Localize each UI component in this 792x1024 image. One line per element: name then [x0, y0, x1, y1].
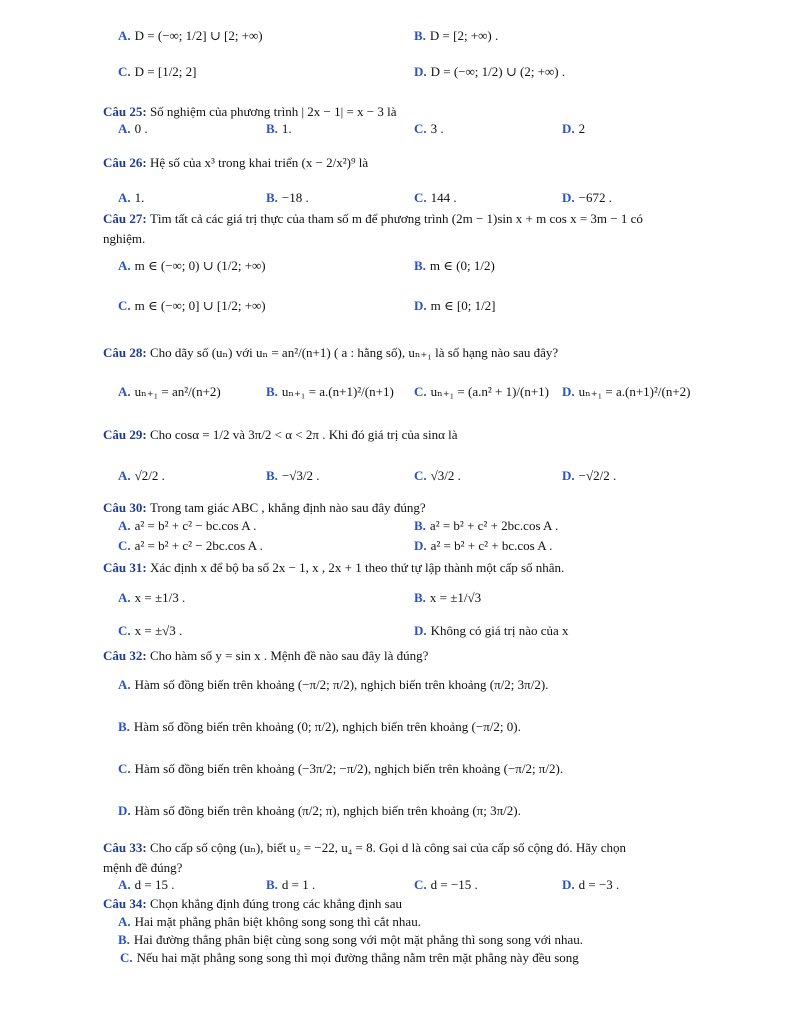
- answer-q30d: [414, 538, 552, 554]
- answer-q28a: [118, 384, 221, 400]
- item-text: uₙ₊₁ = a.(n+1)²/(n+1): [281, 384, 394, 399]
- item-text: nghiệm.: [103, 231, 146, 246]
- item-text: Hàm số đồng biến trên khoảng (π/2; π), nghịch biến trên khoảng (π; 3π/2).: [134, 803, 521, 818]
- item-text: m ∈ (−∞; 0) ∪ (1/2; +∞): [134, 258, 266, 273]
- option-label: D.: [562, 384, 575, 399]
- question-q26: [103, 155, 368, 171]
- answer-q29b: [266, 468, 320, 484]
- answer-q27c: [118, 298, 266, 314]
- option-label: C.: [414, 190, 427, 205]
- option-label: D.: [118, 803, 131, 818]
- item-text: Cho cosα = 1/2 và 3π/2 < α < 2π . Khi đó giá trị của sinα là: [149, 427, 458, 442]
- option-label: C.: [414, 384, 427, 399]
- option-label: C.: [118, 64, 131, 79]
- option-label: C.: [118, 298, 131, 313]
- question-number: Câu 29:: [103, 427, 150, 442]
- answer-q29a: [118, 468, 165, 484]
- option-label: C.: [414, 468, 427, 483]
- item-text: d = 15 .: [134, 877, 175, 892]
- answer-q34a: [118, 914, 421, 930]
- item-text: D = (−∞; 1/2) ∪ (2; +∞) .: [430, 64, 566, 79]
- answer-q29c: [414, 468, 461, 484]
- option-label: C.: [118, 623, 131, 638]
- answer-q30a: [118, 518, 256, 534]
- answer-q27d: [414, 298, 496, 314]
- answer-c1: [118, 64, 197, 80]
- item-text: d = 1 .: [281, 877, 316, 892]
- option-label: B.: [118, 719, 130, 734]
- option-label: C.: [118, 538, 131, 553]
- option-label: C.: [120, 950, 133, 965]
- answer-q28d: [562, 384, 691, 400]
- item-text: Hàm số đồng biến trên khoảng (−π/2; π/2), nghịch biến trên khoảng (π/2; 3π/2).: [134, 677, 549, 692]
- option-label: B.: [414, 28, 426, 43]
- answer-q32c: [118, 761, 563, 777]
- item-text: x = ±√3 .: [134, 623, 183, 638]
- question-number: Câu 32:: [103, 648, 150, 663]
- option-label: B.: [266, 121, 278, 136]
- item-text: Hai đường thẳng phân biệt cùng song song với một mặt phẳng thì song song với nhau.: [133, 932, 583, 947]
- item-text: a² = b² + c² + bc.cos A .: [430, 538, 553, 553]
- option-label: D.: [414, 298, 427, 313]
- item-text: √3/2 .: [430, 468, 461, 483]
- question-number: Câu 25:: [103, 104, 150, 119]
- answer-q33c: [414, 877, 478, 893]
- item-text: Trong tam giác ABC , khẳng định nào sau đây đúng?: [149, 500, 426, 515]
- option-label: B.: [414, 518, 426, 533]
- item-text: d = −15 .: [430, 877, 478, 892]
- option-label: C.: [414, 121, 427, 136]
- item-text: d = −3 .: [578, 877, 620, 892]
- option-label: B.: [266, 468, 278, 483]
- item-text: 0 .: [134, 121, 148, 136]
- item-text: Số nghiệm của phương trình | 2x − 1| = x − 3 là: [149, 104, 397, 119]
- answer-q34b: [118, 932, 583, 948]
- item-text: −√3/2 .: [281, 468, 320, 483]
- option-label: D.: [562, 877, 575, 892]
- item-text: −√2/2 .: [578, 468, 617, 483]
- answer-q32b: [118, 719, 521, 735]
- item-text: a² = b² + c² − bc.cos A .: [134, 518, 257, 533]
- item-text: 144 .: [430, 190, 457, 205]
- option-label: A.: [118, 121, 131, 136]
- option-label: B.: [414, 590, 426, 605]
- option-label: A.: [118, 677, 131, 692]
- item-text: uₙ₊₁ = an²/(n+2): [134, 384, 221, 399]
- option-label: B.: [266, 384, 278, 399]
- item-text: −18 .: [281, 190, 309, 205]
- question-number: Câu 31:: [103, 560, 150, 575]
- answer-q33d: [562, 877, 619, 893]
- item-text: Cho cấp số cộng (uₙ), biết u₂ = −22, u₄ = 8. Gọi d là công sai của cấp số cộng đó. Hãy chọn: [149, 840, 627, 855]
- question-number: Câu 30:: [103, 500, 150, 515]
- question-q25: [103, 104, 397, 120]
- option-label: A.: [118, 28, 131, 43]
- option-label: D.: [562, 121, 575, 136]
- text-q27b2: [103, 231, 145, 247]
- item-text: Hàm số đồng biến trên khoảng (−3π/2; −π/2), nghịch biến trên khoảng (−π/2; π/2).: [134, 761, 564, 776]
- question-q33: [103, 840, 626, 856]
- question-q32: [103, 648, 428, 664]
- answer-b1: [414, 28, 498, 44]
- option-label: B.: [414, 258, 426, 273]
- option-label: D.: [414, 623, 427, 638]
- option-label: D.: [414, 64, 427, 79]
- answer-q32a: [118, 677, 548, 693]
- question-number: Câu 27:: [103, 211, 150, 226]
- item-text: Nếu hai mặt phẳng song song thì mọi đường thẳng nằm trên mặt phẳng này đều song: [136, 950, 579, 965]
- answer-q27a: [118, 258, 266, 274]
- item-text: m ∈ [0; 1/2]: [430, 298, 496, 313]
- answer-q31b: [414, 590, 481, 606]
- answer-a1: [118, 28, 263, 44]
- option-label: A.: [118, 468, 131, 483]
- item-text: 3 .: [430, 121, 444, 136]
- question-q27: [103, 211, 643, 227]
- question-number: Câu 26:: [103, 155, 150, 170]
- answer-q25d: [562, 121, 585, 137]
- item-text: uₙ₊₁ = (a.n² + 1)/(n+1): [430, 384, 549, 399]
- item-text: Cho hàm số y = sin x . Mệnh đề nào sau đây là đúng?: [149, 648, 429, 663]
- answer-q33a: [118, 877, 174, 893]
- option-label: D.: [414, 538, 427, 553]
- item-text: uₙ₊₁ = a.(n+1)²/(n+2): [578, 384, 691, 399]
- item-text: D = (−∞; 1/2] ∪ [2; +∞): [134, 28, 263, 43]
- option-label: D.: [562, 190, 575, 205]
- question-number: Câu 34:: [103, 896, 150, 911]
- option-label: A.: [118, 258, 131, 273]
- item-text: −672 .: [578, 190, 612, 205]
- answer-q31c: [118, 623, 182, 639]
- question-q28: [103, 345, 558, 361]
- item-text: Xác định x để bộ ba số 2x − 1, x , 2x + 1 theo thứ tự lập thành một cấp số nhân.: [149, 560, 565, 575]
- answer-q25a: [118, 121, 148, 137]
- answer-q25b: [266, 121, 292, 137]
- option-label: B.: [266, 877, 278, 892]
- question-q31: [103, 560, 564, 576]
- item-text: m ∈ (0; 1/2): [429, 258, 495, 273]
- option-label: A.: [118, 590, 131, 605]
- answer-q31a: [118, 590, 185, 606]
- question-q30: [103, 500, 426, 516]
- question-q34: [103, 896, 402, 912]
- option-label: C.: [118, 761, 131, 776]
- item-text: D = [2; +∞) .: [429, 28, 499, 43]
- item-text: Hàm số đồng biến trên khoảng (0; π/2), nghịch biến trên khoảng (−π/2; 0).: [133, 719, 521, 734]
- item-text: a² = b² + c² + 2bc.cos A .: [429, 518, 559, 533]
- answer-d1: [414, 64, 565, 80]
- question-number: Câu 28:: [103, 345, 150, 360]
- item-text: D = [1/2; 2]: [134, 64, 197, 79]
- question-number: Câu 33:: [103, 840, 150, 855]
- item-text: √2/2 .: [134, 468, 165, 483]
- answer-q26d: [562, 190, 612, 206]
- item-text: Hệ số của x³ trong khai triển (x − 2/x²)⁹ là: [149, 155, 369, 170]
- option-label: A.: [118, 384, 131, 399]
- text-q33b2: [103, 860, 182, 876]
- option-label: B.: [118, 932, 130, 947]
- answer-q31d: [414, 623, 569, 639]
- option-label: B.: [266, 190, 278, 205]
- item-text: Tìm tất cả các giá trị thực của tham số m để phương trình (2m − 1)sin x + m cos x = 3m − 1 có: [149, 211, 643, 226]
- item-text: 2: [578, 121, 586, 136]
- item-text: m ∈ (−∞; 0] ∪ [1/2; +∞): [134, 298, 266, 313]
- answer-q28c: [414, 384, 549, 400]
- answer-q34c: [120, 950, 579, 966]
- item-text: x = ±1/3 .: [134, 590, 186, 605]
- option-label: D.: [562, 468, 575, 483]
- answer-q29d: [562, 468, 616, 484]
- answer-q26c: [414, 190, 457, 206]
- item-text: mệnh đề đúng?: [103, 860, 183, 875]
- item-text: Chọn khẳng định đúng trong các khẳng định sau: [149, 896, 402, 911]
- answer-q27bb: [414, 258, 495, 274]
- answer-q30c: [118, 538, 263, 554]
- option-label: A.: [118, 914, 131, 929]
- option-label: A.: [118, 877, 131, 892]
- item-text: Cho dãy số (uₙ) với uₙ = an²/(n+1) ( a : hằng số), uₙ₊₁ là số hạng nào sau đây?: [149, 345, 559, 360]
- item-text: x = ±1/√3: [429, 590, 482, 605]
- answer-q26a: [118, 190, 144, 206]
- option-label: C.: [414, 877, 427, 892]
- question-q29: [103, 427, 458, 443]
- item-text: a² = b² + c² − 2bc.cos A .: [134, 538, 263, 553]
- item-text: 1.: [134, 190, 145, 205]
- option-label: A.: [118, 190, 131, 205]
- answer-q32d: [118, 803, 521, 819]
- item-text: 1.: [281, 121, 292, 136]
- answer-q30b: [414, 518, 558, 534]
- answer-q28b: [266, 384, 394, 400]
- answer-q33b: [266, 877, 315, 893]
- answer-q25c: [414, 121, 444, 137]
- answer-q26b: [266, 190, 309, 206]
- option-label: A.: [118, 518, 131, 533]
- item-text: Hai mặt phẳng phân biệt không song song thì cắt nhau.: [134, 914, 421, 929]
- item-text: Không có giá trị nào của x: [430, 623, 569, 638]
